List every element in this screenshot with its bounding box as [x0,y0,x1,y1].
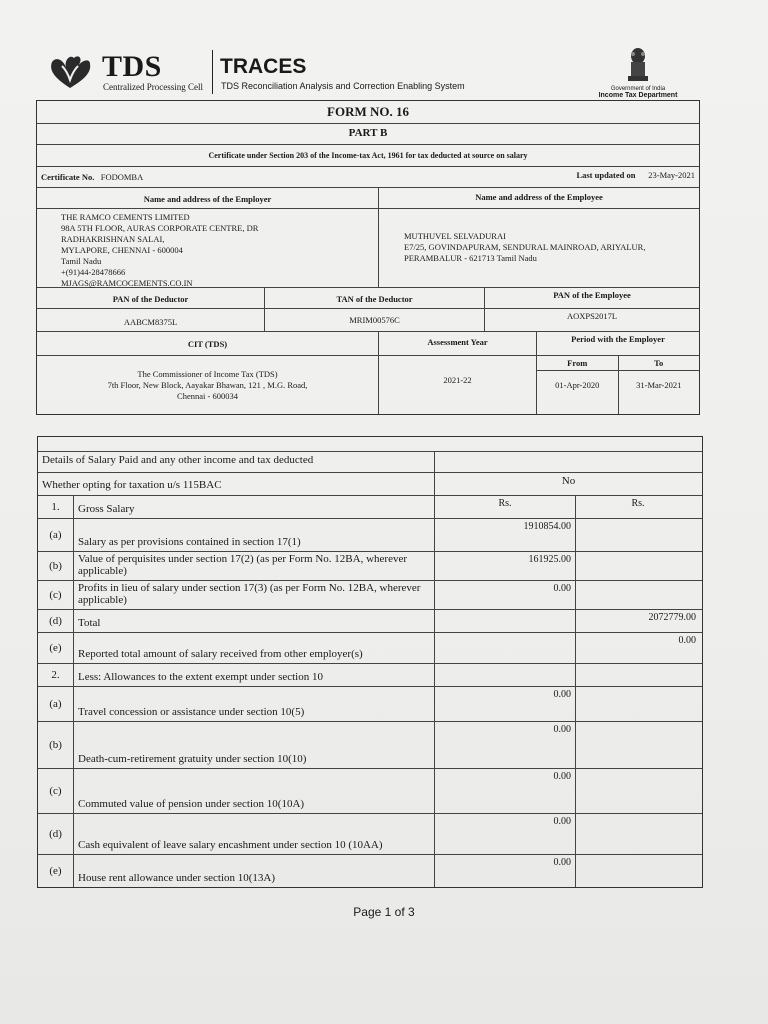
salary-row-description: Gross Salary [74,496,435,518]
salary-row-amount: 0.00 [435,687,576,721]
salary-row-total [576,519,700,551]
salary-details-table [37,436,703,888]
gov-india-label: Government of India [610,86,666,92]
tds-logo-icon [44,52,96,92]
last-updated [517,167,699,187]
cit-line: 7th Floor, New Block, Aayakar Bhawan, 121 , M.G. Road, [107,380,308,390]
salary-row-description: Salary as per provisions contained in section 17(1) [74,519,435,551]
employee-header: Name and address of the Employee [475,192,603,202]
opting-value: No [561,475,576,487]
salary-row-description: Death-cum-retirement gratuity under section 10(10) [74,722,435,768]
salary-row-number: (d) [38,814,74,854]
cit-label: CIT (TDS) [37,332,379,355]
salary-spacer-row [38,437,702,452]
id-label-row [37,288,699,309]
certificate-table [36,100,700,415]
certificate-text: Certificate under Section 203 of the Income-tax Act, 1961 for tax deducted at source on salary [208,151,528,160]
salary-row-description: Value of perquisites under section 17(2) (as per Form No. 12BA, wherever applicable) [74,552,435,580]
employer-line: MYLAPORE, CHENNAI - 600004 [61,245,183,255]
salary-row [38,664,702,687]
salary-row-number: 2. [38,664,74,686]
salary-row-number: (e) [38,855,74,887]
employer-line: 98A 5TH FLOOR, AURAS CORPORATE CENTRE, DR [61,223,259,233]
salary-row-amount: 1910854.00 [435,519,576,551]
salary-row-amount [435,664,576,686]
period-from-col [537,356,619,414]
cpc-subtitle: Centralized Processing Cell [103,82,203,92]
salary-rows [38,496,702,887]
cit-line: The Commissioner of Income Tax (TDS) [137,369,278,379]
employer-line: +(91)44-28478666 [61,267,126,277]
tds-title: TDS [102,50,162,83]
header-divider [212,50,213,94]
salary-row-total [576,855,700,887]
salary-row-total [576,769,700,813]
period-to-col [619,356,700,414]
traces-title: TRACES [220,55,307,78]
certificate-text-row [37,145,699,167]
last-updated-label: Last updated on [576,170,636,180]
last-updated-value: 23-May-2021 [648,170,695,180]
salary-row [38,769,702,814]
page-number: Page 1 of 3 [353,905,415,919]
tan-deductor-value: MRIM00576C [265,309,485,331]
salary-row-total [576,552,700,580]
salary-row [38,855,702,887]
salary-row [38,633,702,664]
salary-row-total [576,814,700,854]
address-row [37,209,699,288]
cit-value-row [37,356,699,414]
salary-row-total: 0.00 [678,635,696,646]
salary-row-total [576,581,700,609]
salary-row-amount: 0.00 [435,722,576,768]
salary-row-description: Commuted value of pension under section 10(10A) [74,769,435,813]
salary-row-number: (b) [38,722,74,768]
cit-address [37,356,379,414]
tan-deductor-label: TAN of the Deductor [265,288,485,308]
salary-title-row [38,452,702,473]
salary-title-blank [435,452,702,472]
period-cell [537,356,699,414]
traces-subtitle: TDS Reconciliation Analysis and Correction Enabling System [221,81,465,91]
salary-row-amount [435,633,576,663]
employer-line: RADHAKRISHNAN SALAI, [61,234,165,244]
salary-row-amount: 0.00 [435,855,576,887]
salary-row-amount [435,610,576,632]
assessment-year-value: 2021-22 [379,356,537,414]
salary-row [38,610,702,633]
salary-row-total [576,664,700,686]
employee-address [379,209,699,287]
form-title-row [37,101,699,124]
cit-label-row [37,332,699,356]
pan-deductor-label: PAN of the Deductor [37,288,265,308]
from-value: 01-Apr-2020 [555,380,600,390]
employer-line: THE RAMCO CEMENTS LIMITED [61,212,190,222]
cert-no-row [37,167,699,188]
salary-row-amount: 0.00 [435,814,576,854]
salary-row-amount: 161925.00 [435,552,576,580]
salary-row-number: (c) [38,769,74,813]
pan-employee-value: AOXPS2017L [566,311,618,321]
salary-row [38,519,702,552]
cert-no-value: FODOMBA [100,172,144,182]
to-label: To [619,356,700,371]
salary-row-description: Profits in lieu of salary under section 17(3) (as per Form No. 12BA, wherever applicable) [74,581,435,609]
salary-row-number: (a) [38,687,74,721]
employee-line: E7/25, GOVINDAPURAM, SENDURAL MAINROAD, ARIYALUR, [404,242,646,252]
form-title: FORM NO. 16 [327,104,409,119]
salary-row-total [576,687,700,721]
cert-no-label: Certificate No. [41,172,95,182]
rs-header-2: Rs. [631,498,645,509]
salary-row-description: Less: Allowances to the extent exempt under section 10 [74,664,435,686]
part-title: PART B [348,127,388,139]
salary-row-total [576,722,700,768]
salary-row-description: Travel concession or assistance under section 10(5) [74,687,435,721]
salary-row-description: Cash equivalent of leave salary encashment under section 10 (10AA) [74,814,435,854]
period-label: Period with the Employer [571,334,665,344]
opting-label: Whether opting for taxation u/s 115BAC [38,473,435,495]
salary-row-amount: 0.00 [435,581,576,609]
from-label: From [537,356,618,371]
id-value-row [37,309,699,332]
salary-row [38,814,702,855]
employer-address [37,209,379,287]
salary-row-number: (b) [38,552,74,580]
pan-deductor-value: AABCM8375L [37,309,265,331]
salary-row [38,581,702,610]
salary-row [38,496,702,519]
cit-line: Chennai - 600034 [177,391,238,401]
opting-row [38,473,702,496]
salary-row [38,687,702,722]
assessment-year-label: Assessment Year [379,332,537,355]
salary-row-total: 2072779.00 [648,612,696,623]
salary-row-description: House rent allowance under section 10(13A) [74,855,435,887]
name-header-row [37,188,699,209]
rs-header-1: Rs. [435,496,576,518]
employee-line: MUTHUVEL SELVADURAI [404,231,506,241]
salary-row-number: (d) [38,610,74,632]
salary-title: Details of Salary Paid and any other income and tax deducted [38,452,435,472]
employer-header: Name and address of the Employer [37,188,379,208]
salary-row [38,722,702,769]
salary-row-number: 1. [38,496,74,518]
to-value: 31-Mar-2021 [636,380,682,390]
period-columns [537,356,699,414]
national-emblem-icon [622,46,654,86]
pan-employee-label: PAN of the Employee [553,290,631,300]
salary-row [38,552,702,581]
salary-row-number: (c) [38,581,74,609]
salary-row-description: Reported total amount of salary received from other employer(s) [74,633,435,663]
salary-row-description: Total [74,610,435,632]
salary-row-number: (a) [38,519,74,551]
employer-line: MJAGS@RAMCOCEMENTS.CO.IN [61,278,193,288]
employer-line: Tamil Nadu [61,256,102,266]
employee-line: PERAMBALUR - 621713 Tamil Nadu [404,253,537,263]
income-tax-dept-label: Income Tax Department [598,92,678,99]
salary-row-number: (e) [38,633,74,663]
part-row [37,124,699,145]
cert-no [37,167,517,187]
salary-row-amount: 0.00 [435,769,576,813]
